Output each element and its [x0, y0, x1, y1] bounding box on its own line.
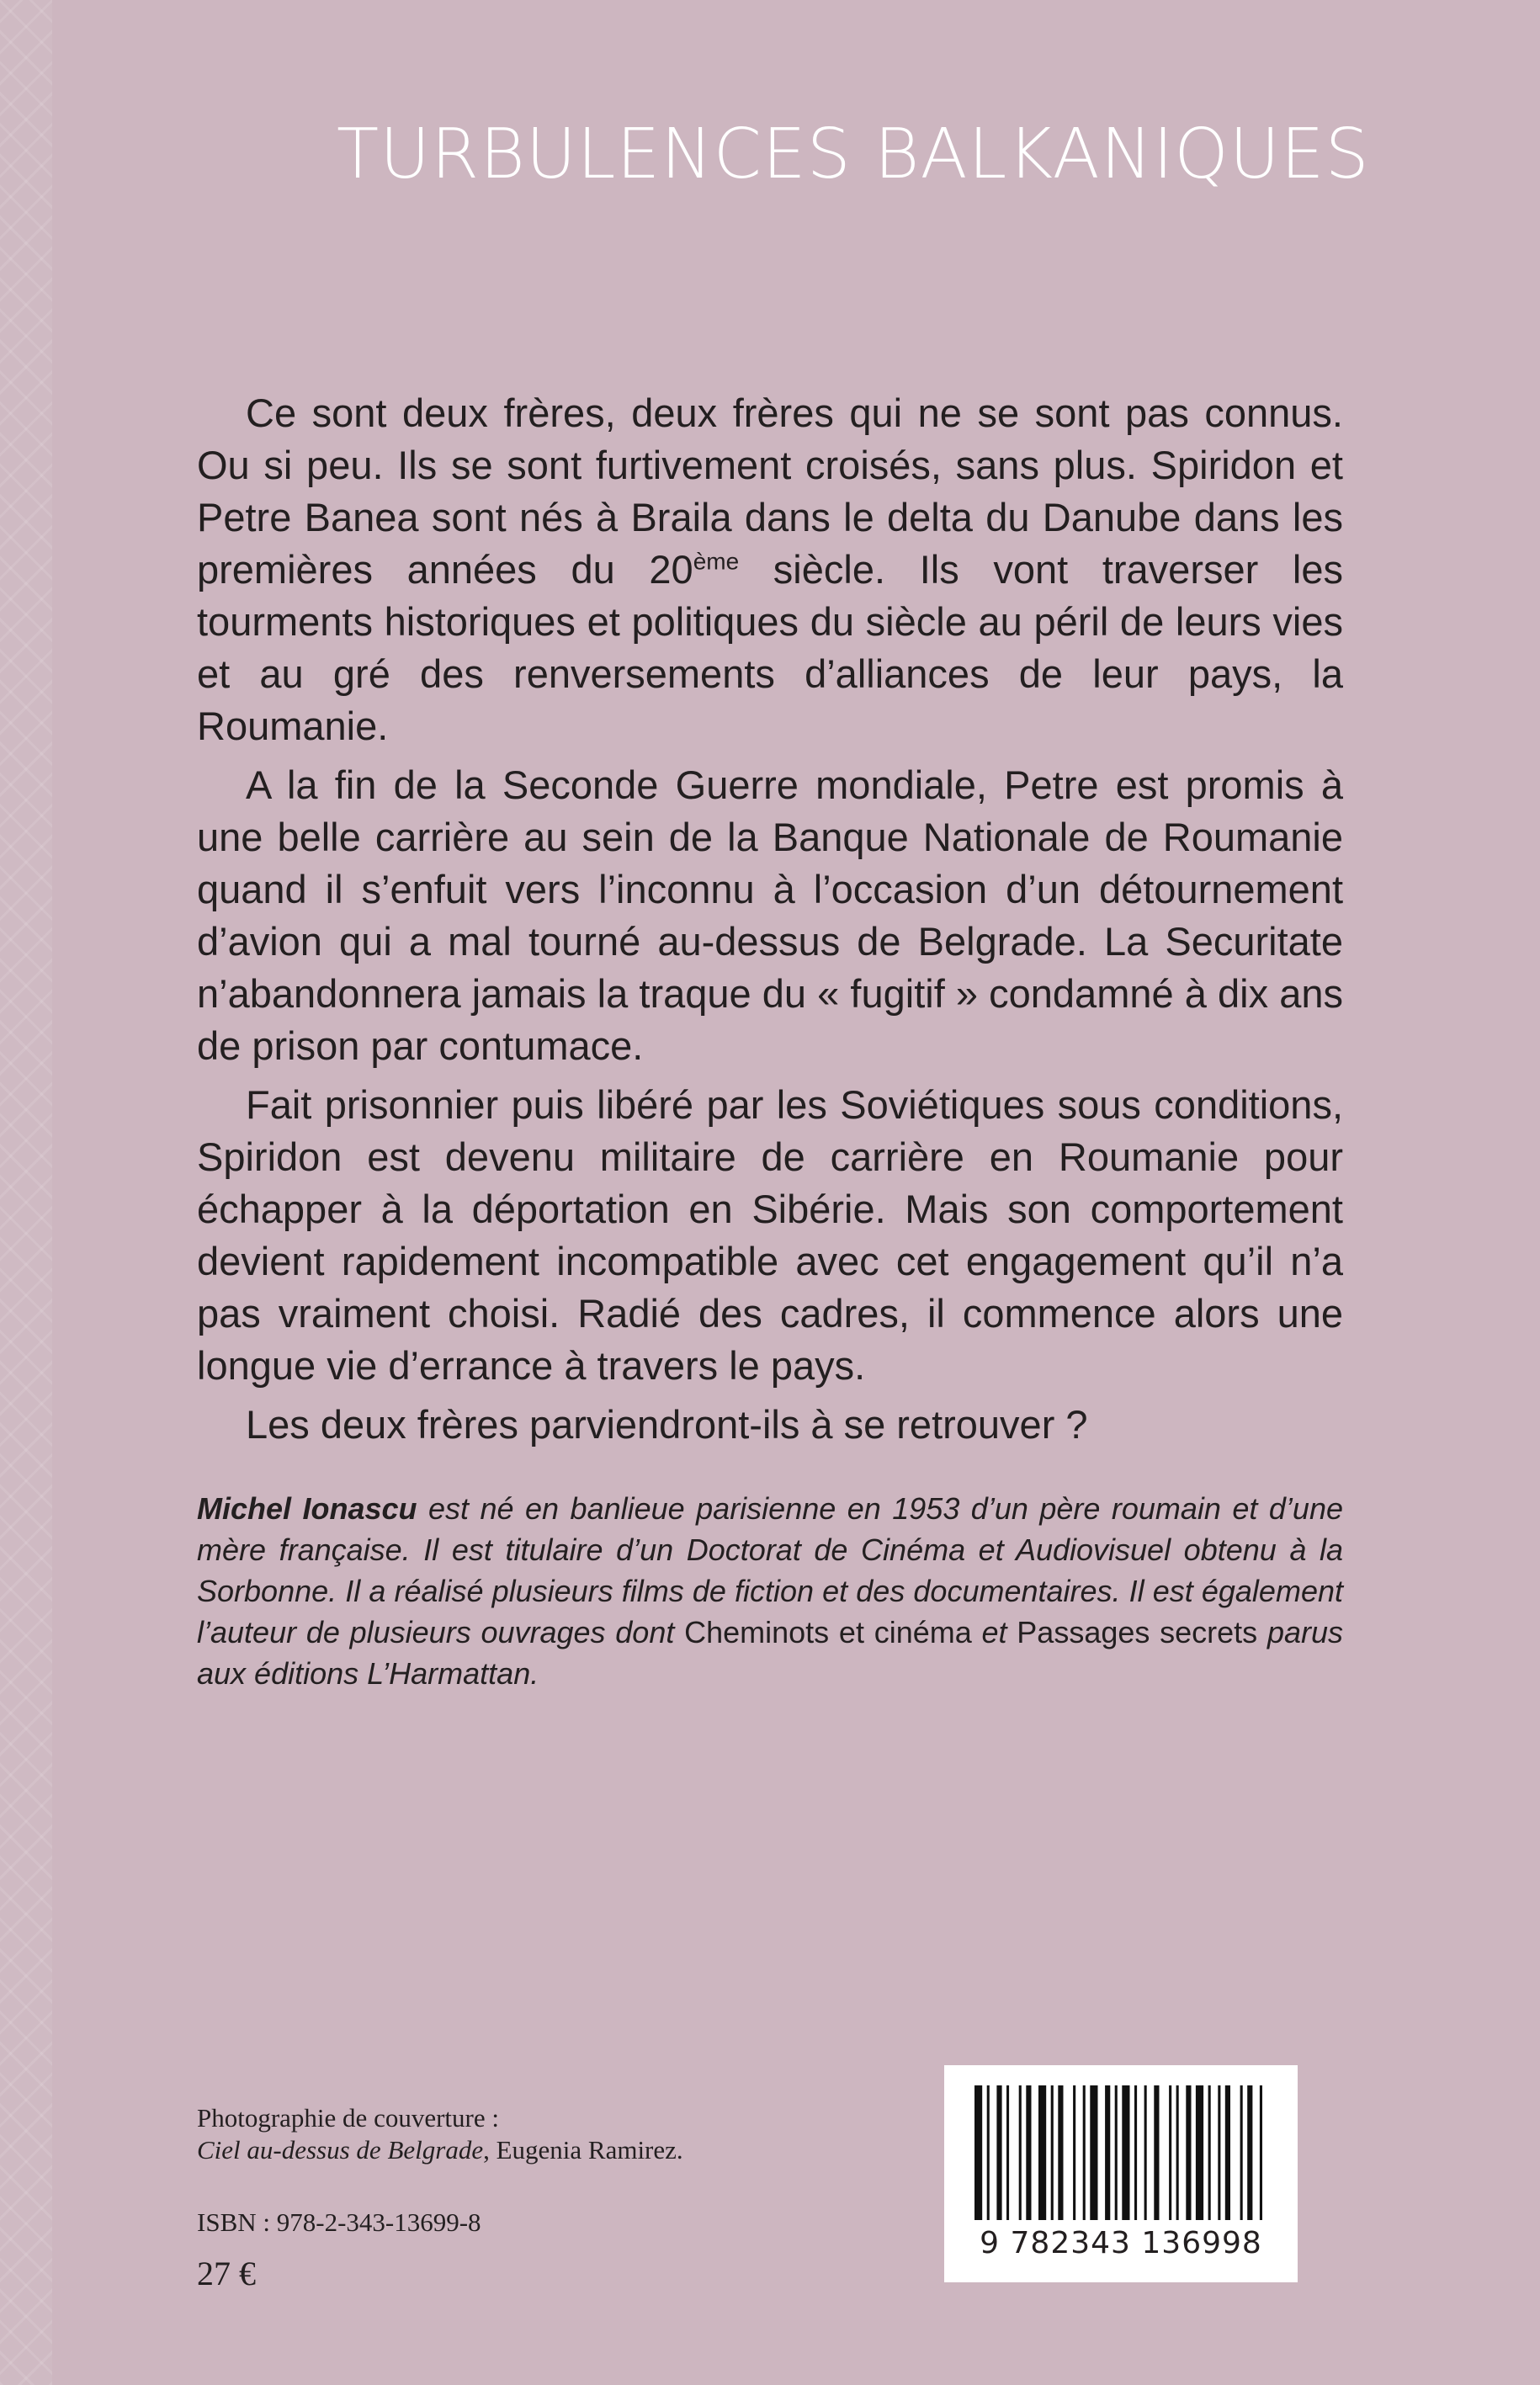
barcode-bar [1051, 2085, 1054, 2220]
book-title: TURBULENCES BALKANIQUES [337, 114, 1370, 194]
barcode-bar [996, 2085, 1001, 2220]
barcode-bar [1026, 2085, 1031, 2220]
photographer-name: , Eugenia Ramirez. [483, 2135, 683, 2165]
author-name: Michel Ionascu [197, 1491, 417, 1526]
barcode-bar [1154, 2085, 1159, 2220]
price: 27 € [197, 2255, 256, 2292]
barcode-digits: 9 782343 136998 [980, 2226, 1262, 2260]
summary-paragraph-4: Les deux frères parviendront-ils à se retrouver ? [246, 1402, 1088, 1447]
decorative-pattern-strip [0, 0, 52, 2385]
barcode-bar [1090, 2085, 1097, 2220]
barcode-bar [1083, 2085, 1086, 2220]
barcode-bar [1260, 2085, 1262, 2220]
author-bio-text-2: et [971, 1615, 1017, 1649]
barcode-bar [1122, 2085, 1129, 2220]
barcode-bar [1240, 2085, 1243, 2220]
summary-paragraph-1 [197, 387, 1343, 752]
barcode-bar [1225, 2085, 1230, 2220]
barcode-bar [1247, 2085, 1252, 2220]
summary-paragraph-1-continuation: siècle. Ils vont traverser les tourments historiques et politiques du siècle au péril de leurs vies et au gré des renversements d’alliances de leur pays, la Roumanie. [197, 547, 1344, 748]
barcode-bar [1038, 2085, 1046, 2220]
barcode-bar [1134, 2085, 1137, 2220]
barcode-bar [1115, 2085, 1118, 2220]
barcode-bar [1144, 2085, 1147, 2220]
author-bio-text-1: est né en banlieue parisienne en 1953 d’un père roumain et d’une mère française. Il est titulaire d’un Doctorat de Cinéma et Audiovisuel obtenu à la Sorbonne. Il a réalisé plusieurs films de fiction et des documentaires. Il est également l’auteur de plusieurs ouvrages dont [197, 1491, 1343, 1649]
barcode-bar [1196, 2085, 1203, 2220]
barcode-bar [1218, 2085, 1220, 2220]
isbn: ISBN : 978-2-343-13699-8 [197, 2207, 481, 2237]
barcode-bar [987, 2085, 990, 2220]
book-summary [197, 387, 1343, 1458]
barcode-bar [1176, 2085, 1179, 2220]
book-title-cheminots: Cheminots et cinéma [684, 1615, 972, 1649]
barcode-bar [1169, 2085, 1171, 2220]
author-bio-text-3: parus aux éditions L’Harmattan. [197, 1615, 1343, 1691]
barcode-bar [1006, 2085, 1009, 2220]
barcode-bar [1058, 2085, 1063, 2220]
barcode-bar [1019, 2085, 1022, 2220]
photo-credit-line [197, 2134, 786, 2166]
summary-paragraph-1-text: Ce sont deux frères, deux frères qui ne se sont pas connus. Ou si peu. Ils se sont furtivement croisés, sans plus. Spiridon et Petre Banea sont nés à Braila dans le delta du Danube dans les premières années du 20 [197, 390, 1343, 592]
barcode-bar [1105, 2085, 1110, 2220]
ordinal-superscript: ème [693, 548, 740, 575]
photo-credits [197, 2102, 786, 2166]
barcode-bar [974, 2085, 982, 2220]
photo-title: Ciel au-dessus de Belgrade [197, 2135, 484, 2165]
author-bio [197, 1488, 1343, 1694]
barcode-bar [1208, 2085, 1211, 2220]
photo-credit-label: Photographie de couverture : [197, 2103, 499, 2133]
barcode-bar [1186, 2085, 1191, 2220]
barcode [944, 2065, 1298, 2282]
barcode-bar [1073, 2085, 1075, 2220]
summary-paragraph-3: Fait prisonnier puis libéré par les Soviétiques sous conditions, Spiridon est devenu militaire de carrière en Roumanie pour échapper à la déportation en Sibérie. Mais son comportement devient rapidement incompatible avec cet engagement qu’il n’a pas vraiment choisi. Radié des cadres, il commence alors une longue vie d’errance à travers le pays. [197, 1082, 1343, 1388]
summary-paragraph-2: A la fin de la Seconde Guerre mondiale, Petre est promis à une belle carrière au sein de la Banque Nationale de Roumanie quand il s’enfuit vers l’inconnu à l’occasion d’un détournement d’avion qui a mal tourné au-dessus de Belgrade. La Securitate n’abandonnera jamais la traque du « fugitif » condamné à dix ans de prison par contumace. [197, 762, 1343, 1068]
book-title-passages: Passages secrets [1017, 1615, 1258, 1649]
